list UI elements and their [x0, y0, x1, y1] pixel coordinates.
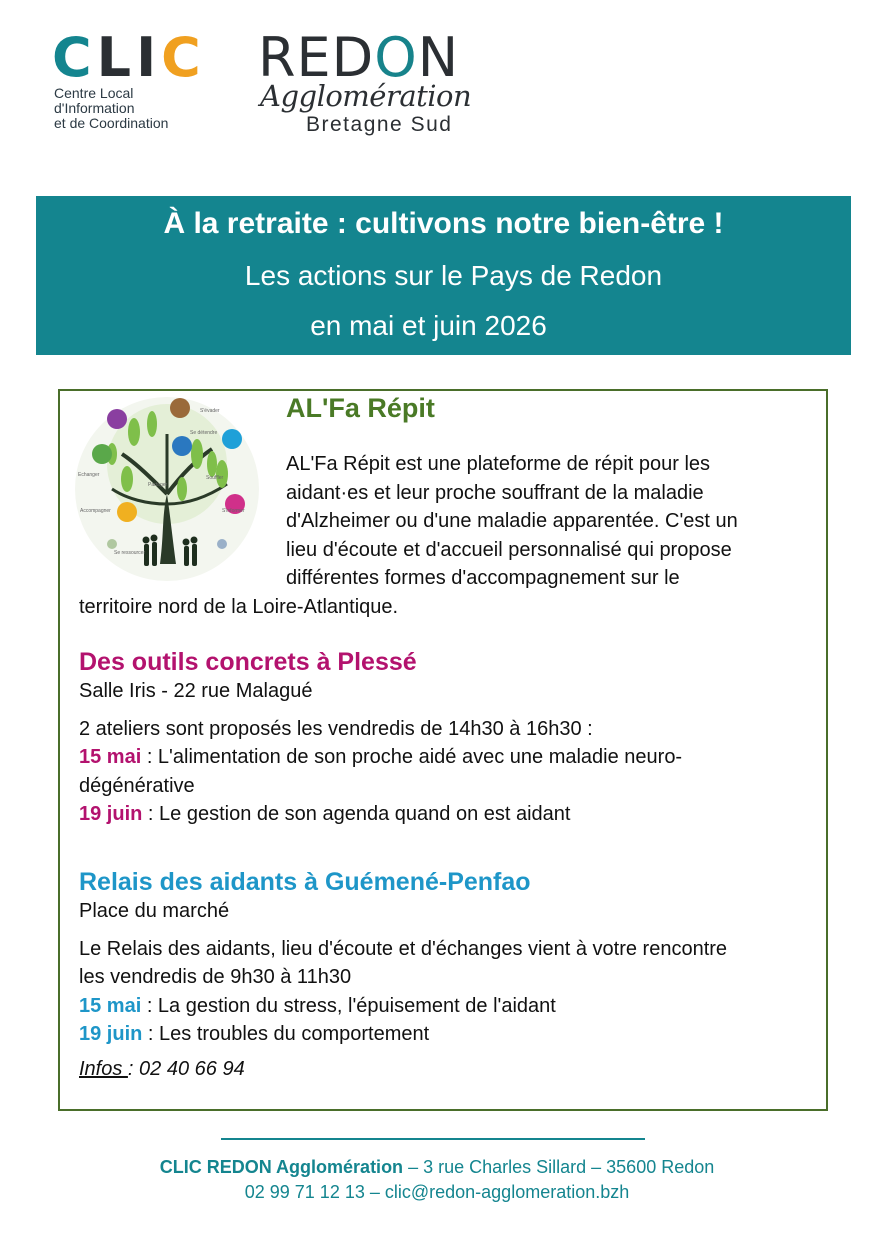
title-banner — [36, 196, 851, 355]
event-line — [79, 992, 829, 1021]
section-place: Place du marché — [79, 900, 230, 922]
event-date: 19 juin — [79, 1023, 143, 1045]
event-text: : Le gestion de son agenda quand on est aidant — [142, 803, 571, 825]
banner-subtitle-1: Les actions sur le Pays de Redon — [244, 260, 663, 291]
infos-line — [79, 1055, 829, 1083]
banner-subtitle-2: en mai et juin 2026 — [310, 310, 547, 341]
brown-circle-icon — [170, 398, 190, 418]
footer-address: – 3 rue Charles Sillard – 35600 Redon — [403, 1157, 715, 1177]
event-text: : La gestion du stress, l'épuisement de l'aidant — [141, 994, 556, 1017]
redon-word-end: N — [417, 26, 460, 89]
redon-agglomeration-text: Agglomération — [260, 79, 472, 113]
illustration-word: Partager — [148, 482, 168, 488]
event-text: : Les troubles du comportement — [142, 1023, 430, 1045]
illustration-word: Se ressourcer — [114, 550, 146, 556]
purple-circle-icon — [107, 409, 127, 429]
clic-subtitle-line: d'Information — [54, 100, 135, 116]
lightblue-circle-icon — [222, 429, 242, 449]
redon-word-start: RED — [258, 26, 375, 89]
clic-subtitle-line: Centre Local — [54, 85, 134, 101]
intro-line: territoire nord de la Loire-Atlantique. — [79, 595, 399, 618]
clic-logo — [52, 26, 222, 140]
event-date: 15 mai — [79, 994, 142, 1017]
redon-region-text: Bretagne Sud — [306, 113, 453, 136]
banner-title: À la retraite : cultivons notre bien-être ! — [163, 207, 724, 240]
event-line — [79, 743, 829, 772]
event-line — [79, 1020, 829, 1049]
infos-label: Infos — [79, 1057, 128, 1080]
yellow-circle-icon — [117, 502, 137, 522]
redon-agglomeration-logo — [258, 26, 488, 140]
redon-wordmark — [258, 26, 460, 89]
illustration-word: Accompagner — [80, 508, 111, 514]
event-date: 19 juin — [79, 803, 143, 825]
clic-letter-c2: C — [161, 26, 203, 89]
illustration-word: S'informer — [222, 508, 245, 514]
event-line — [79, 800, 829, 829]
clic-letter-l: L — [96, 26, 134, 89]
illustration-word: Echanger — [78, 472, 100, 478]
section-guemene — [79, 867, 829, 1083]
section-title: Relais des aidants à Guémené-Penfao — [79, 868, 531, 896]
intro-line: aidant·es et leur proche souffrant de la maladie — [286, 481, 704, 504]
footer-divider — [221, 1138, 645, 1140]
illustration-word: Se détendre — [190, 430, 218, 436]
intro-line: d'Alzheimer ou d'une maladie apparentée. C'est un — [286, 510, 738, 532]
clic-wordmark — [52, 26, 203, 89]
redon-word-o: O — [374, 26, 418, 89]
event-line-continuation: dégénérative — [79, 774, 195, 797]
illustration-word: S'évader — [200, 408, 220, 414]
event-text: : L'alimentation de son proche aidé avec une maladie neuro- — [141, 746, 683, 768]
section-plesse — [79, 647, 829, 829]
section-title: Des outils concrets à Plessé — [79, 648, 417, 676]
organization-title: AL'Fa Répit — [286, 393, 435, 423]
section-schedule: 2 ateliers sont proposés les vendredis de 14h30 à 16h30 : — [79, 717, 593, 740]
footer-org-name: CLIC REDON Agglomération — [159, 1157, 404, 1177]
clic-subtitle — [54, 86, 168, 131]
illustration-word: Souffler — [206, 475, 224, 481]
green-circle-icon — [92, 444, 112, 464]
intro-line: différentes formes d'accompagnement sur le — [286, 567, 680, 589]
event-date: 15 mai — [79, 746, 142, 768]
clic-letter-c1: C — [52, 26, 94, 89]
tree-illustration — [72, 394, 262, 584]
clic-letter-i: I — [136, 26, 159, 89]
clic-subtitle-line: et de Coordination — [54, 115, 169, 131]
blue-circle-icon — [172, 436, 192, 456]
section-description: les vendredis de 9h30 à 11h30 — [79, 966, 352, 988]
infos-phone: : 02 40 66 94 — [127, 1057, 245, 1080]
intro-line: lieu d'écoute et d'accueil personnalisé qui propose — [286, 538, 732, 561]
intro-line: AL'Fa Répit est une plateforme de répit pour les — [286, 453, 711, 475]
section-description: Le Relais des aidants, lieu d'écoute et d'échanges vient à votre rencontre — [79, 937, 728, 960]
footer-address-line — [0, 1155, 874, 1180]
footer-contact: 02 99 71 12 13 – clic@redon-agglomeration.bzh — [244, 1182, 630, 1202]
section-place: Salle Iris - 22 rue Malagué — [79, 680, 313, 702]
